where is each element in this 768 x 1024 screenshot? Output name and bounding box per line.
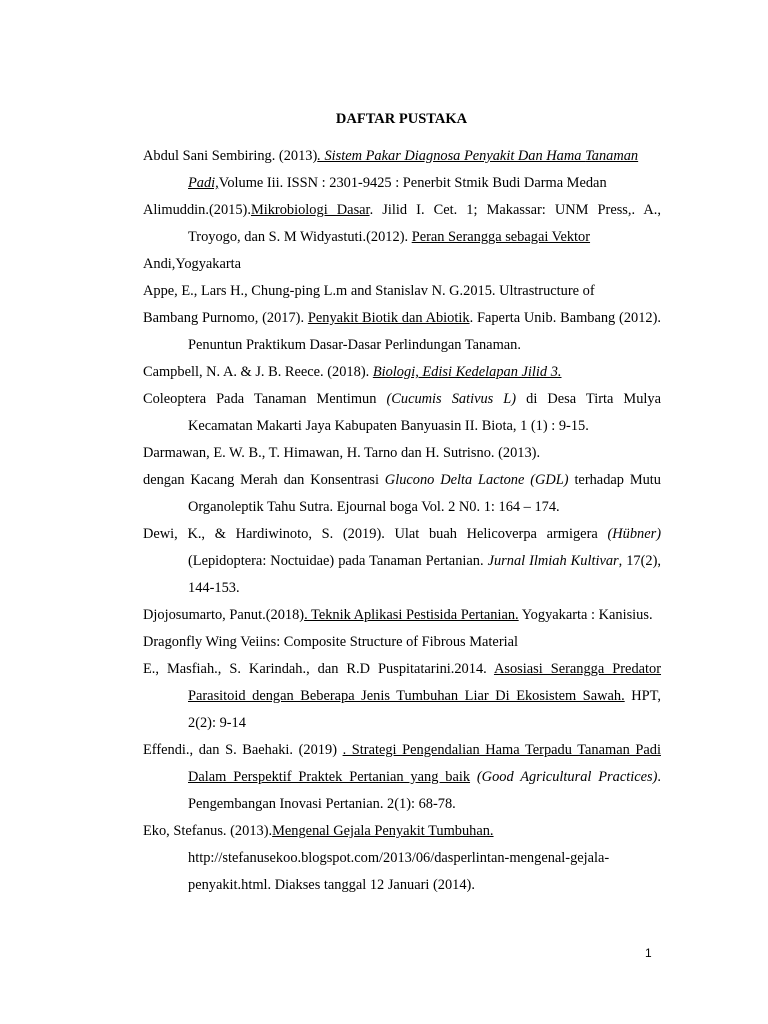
reference-text: (Good Agricultural Practices) bbox=[476, 769, 658, 785]
reference-entry bbox=[143, 305, 661, 359]
reference-text: terhadap Mutu Organoleptik Tahu Sutra. Ejournal boga Vol. 2 N0. 1: 164 – 174. bbox=[188, 472, 662, 515]
reference-entry bbox=[143, 278, 661, 305]
reference-text: Coleoptera Pada Tanaman Mentimun bbox=[143, 391, 387, 407]
reference-text: Abdul Sani Sembiring. (2013) bbox=[143, 148, 318, 164]
reference-text: Bambang Purnomo, (2017). bbox=[143, 310, 308, 326]
reference-entry bbox=[143, 737, 661, 818]
reference-title-link: . Teknik Aplikasi Pestisida Pertanian. bbox=[304, 607, 519, 623]
reference-title-link: Asosiasi Serangga Predator Parasitoid dengan Beberapa Jenis Tumbuhan Liar Di Ekosistem Sawah. bbox=[188, 661, 662, 704]
reference-title-link: Biologi, Edisi Kedelapan Jilid 3. bbox=[372, 364, 562, 380]
reference-text: . Faperta Unib. Bambang (2012). Penuntun Praktikum Dasar-Dasar Perlindungan Tanaman. bbox=[188, 310, 662, 353]
reference-text: . Pengembangan Inovasi Pertanian. 2(1): 68-78. bbox=[188, 769, 662, 812]
reference-entry bbox=[143, 386, 661, 440]
reference-text: http://stefanusekoo.blogspot.com/2013/06/dasperlintan-mengenal-gejala-penyakit.html. Diakses tanggal 12 Januari (2014). bbox=[188, 850, 610, 893]
reference-text: Appe, E., Lars H., Chung-ping L.m and Stanislav N. G.2015. Ultrastructure of bbox=[143, 283, 595, 299]
reference-entry bbox=[143, 197, 661, 251]
reference-text: E., Masfiah., S. Karindah., dan R.D Puspitatarini.2014. bbox=[143, 661, 494, 677]
reference-text: Yogyakarta : Kanisius. bbox=[518, 607, 653, 623]
reference-title-link: Peran Serangga sebagai Vektor bbox=[411, 229, 591, 245]
reference-entry bbox=[143, 467, 661, 521]
reference-entry bbox=[143, 440, 661, 467]
reference-entry bbox=[143, 629, 661, 656]
reference-title-link: Mengenal Gejala Penyakit Tumbuhan. bbox=[272, 823, 494, 839]
reference-text: di Desa Tirta Mulya Kecamatan Makarti Jaya Kabupaten Banyuasin II. Biota, 1 (1) : 9-15. bbox=[188, 391, 661, 434]
reference-title-link: . Sistem Pakar Diagnosa Penyakit Dan Hama bbox=[317, 148, 586, 164]
reference-entry bbox=[143, 656, 661, 737]
reference-text: (Cucumis Sativus L) bbox=[386, 391, 517, 407]
reference-entry bbox=[143, 359, 661, 386]
reference-text: (Lepidoptera: Noctuidae) pada Tanaman Pertanian. bbox=[188, 553, 488, 569]
reference-list bbox=[143, 143, 661, 899]
reference-text: (Hübner) bbox=[607, 526, 661, 542]
reference-text: Campbell, N. A. & J. B. Reece. (2018). bbox=[143, 364, 373, 380]
reference-text: , 17(2), 144-153. bbox=[188, 553, 662, 596]
reference-text: Djojosumarto, Panut.(2018) bbox=[143, 607, 305, 623]
reference-text: Darmawan, E. W. B., T. Himawan, H. Tarno dan H. Sutrisno. (2013). bbox=[143, 445, 541, 461]
reference-entry bbox=[143, 251, 661, 278]
reference-text: . Jilid I. Cet. 1; Makassar: UNM Press,. A., Troyogo, dan S. M Widyastuti.(2012). bbox=[188, 202, 661, 245]
reference-text: Jurnal Ilmiah Kultivar bbox=[487, 553, 619, 569]
reference-title-link: Penyakit Biotik dan Abiotik bbox=[307, 310, 470, 326]
reference-title-link: Tanaman Padi, bbox=[188, 148, 639, 191]
page-title: DAFTAR PUSTAKA bbox=[335, 111, 468, 127]
reference-text: dengan Kacang Merah dan Konsentrasi bbox=[143, 472, 385, 488]
reference-text: Andi,Yogyakarta bbox=[143, 256, 242, 272]
reference-text: Dragonfly Wing Veiins: Composite Structure of Fibrous Material bbox=[143, 634, 518, 650]
reference-text: Glucono Delta Lactone (GDL) bbox=[384, 472, 575, 488]
reference-text: HPT, 2(2): 9-14 bbox=[188, 688, 661, 731]
reference-entry bbox=[143, 602, 661, 629]
reference-entry bbox=[143, 521, 661, 602]
reference-text: Volume Iii. ISSN : 2301-9425 : Penerbit Stmik Budi Darma Medan bbox=[218, 175, 607, 191]
reference-text: Effendi., dan S. Baehaki. (2019) bbox=[143, 742, 343, 758]
reference-text: Eko, Stefanus. (2013). bbox=[143, 823, 273, 839]
reference-text: Alimuddin.(2015). bbox=[143, 202, 251, 218]
reference-entry bbox=[143, 818, 661, 899]
reference-title-link: Mikrobiologi Dasar bbox=[250, 202, 370, 218]
reference-entry bbox=[143, 143, 661, 197]
page-number: 1 bbox=[645, 946, 652, 960]
reference-title-link: . Strategi Pengendalian Hama Terpadu Tanaman Padi Dalam Perspektif Praktek Pertanian yang baik bbox=[188, 742, 661, 785]
reference-text bbox=[470, 769, 477, 785]
reference-text: Dewi, K., & Hardiwinoto, S. (2019). Ulat buah Helicoverpa armigera bbox=[143, 526, 608, 542]
